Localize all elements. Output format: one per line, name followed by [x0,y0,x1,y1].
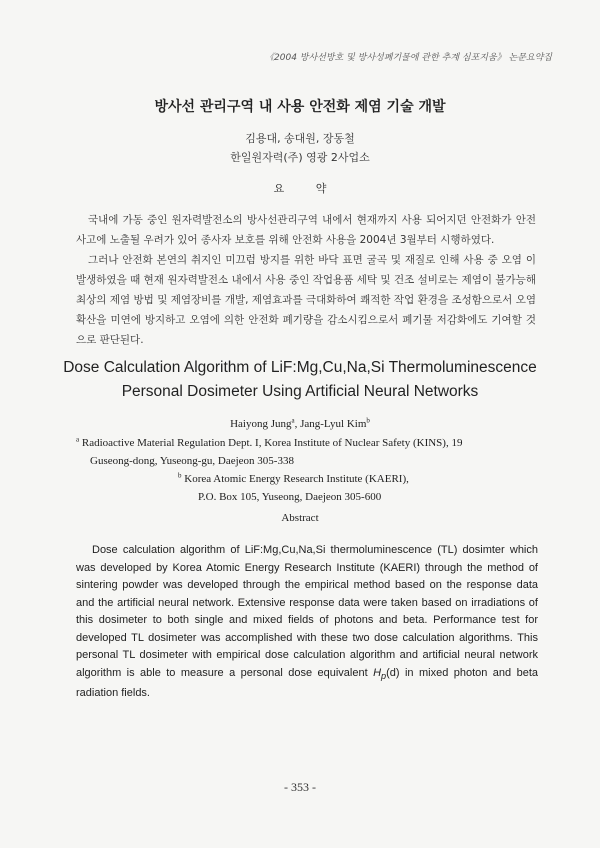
author-1-affil-mark: a [291,416,295,425]
english-abstract-body [76,542,538,703]
dose-symbol: H [373,666,382,679]
running-header: 《2004 방사선방호 및 방사성폐기물에 관한 추계 심포지움》 논문요약집 [265,53,552,63]
english-abstract-heading: Abstract [281,512,319,524]
english-affiliations [76,434,546,506]
english-abstract-paragraph: Dose calculation algorithm of LiF:Mg,Cu,Na,Si thermoluminescence (TL) dosimter which was developed by Korea Atomic Energy Research Institute (KAERI) through the method of sintering powder was developed through the empirical method based on the response data and the artificial neural network. Extensive response data were taken based on irradiations of this dosimeter to both single and mixed fields of photons and beta. Performance test for developed TL dosimeter was accomplished with these two dose calculation algorithms. This personal TL dosimeter with empirical dose calculation algorithm and artificial neural network algorithm is able to measure a personal dose equivalent $H_p(d)$ in mixed photon and beta radiation fields. [76,544,538,700]
korean-affiliation: 한일원자력(주) 영광 2사업소 [230,151,370,164]
korean-title: 방사선 관리구역 내 사용 안전화 제염 기술 개발 [154,99,446,115]
author-1: Haiyong Jung [230,418,292,430]
author-2: Jang-Lyul Kim [300,418,367,430]
author-2-affil-mark: b [366,416,370,425]
affiliation-a-mark: a [76,435,80,444]
affiliation-b-line-1: $^b$ Korea Atomic Energy Research Institute (KAERI), [178,471,409,485]
english-title [0,356,600,404]
korean-paragraph-2: 그러나 안전화 본연의 취지인 미끄럼 방지를 위한 바닥 표면 굴곡 및 재질로 인해 사용 중 오염 이 발생하였을 때 현재 원자력발전소 내에서 사용 중인 작업용품 세탁 및 건조 설비로는 제염이 불가능해 최상의 제염 방법 및 제염장비를 개발, 제염효과를 극대화하여 쾌적한 작업 환경을 조성함으로서 오염 확산을 미연에 방지하고 오염에 의한 안전화 폐기량을 감소시킴으로서 폐기물 저감화에도 기여할 것으로 판단된다. [76,254,536,346]
korean-abstract-body [76,210,536,350]
affiliation-b-line-2: P.O. Box 105, Yuseong, Daejeon 305-600 [198,491,382,503]
english-title-line-1: Dose Calculation Algorithm of LiF:Mg,Cu,Na,Si Thermoluminescence [63,359,537,376]
affiliation-a-line-1: $^a$ Radioactive Material Regulation Dept. I, Korea Institute of Nuclear Safety (KINS), 19 [76,435,463,449]
korean-paragraph-1: 국내에 가동 중인 원자력발전소의 방사선관리구역 내에서 현재까지 사용 되어지던 안전화가 안전사고에 노출될 우려가 있어 종사자 보호를 위해 안전화 사용을 2004년 3월부터 시행하였다. [76,214,536,246]
dose-symbol-subscript: p [381,670,387,681]
english-title-line-2: Personal Dosimeter Using Artificial Neural Networks [121,383,479,400]
affiliation-a-line-2: Guseong-dong, Yuseong-gu, Daejeon 305-338 [90,455,294,467]
korean-abstract-heading: 요 약 [273,182,341,195]
page-number: - 353 - [284,780,316,794]
author-separator: , [294,418,301,430]
affiliation-b-mark: b [178,471,182,480]
korean-authors: 김용대, 송대원, 장동철 [245,132,355,145]
english-authors [0,418,600,430]
